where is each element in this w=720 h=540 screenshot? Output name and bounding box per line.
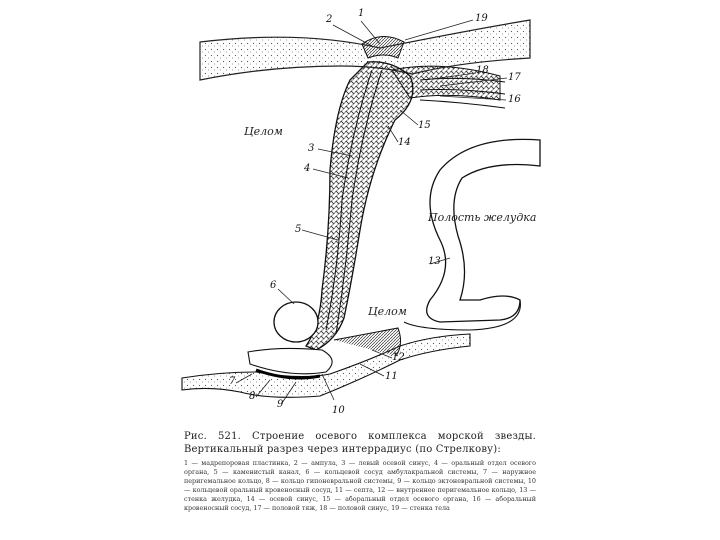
callout-16: 16 (508, 94, 521, 105)
ambulacral-ring-vessel (274, 302, 318, 342)
region-label-stomach-cavity: Полость желудка (428, 211, 537, 224)
stomach-wall (427, 139, 540, 322)
callout-3: 3 (308, 143, 315, 154)
callout-18: 18 (476, 65, 489, 76)
region-label-coelom-lower: Целом (368, 305, 407, 318)
callout-13: 13 (428, 256, 441, 267)
callout-9: 9 (277, 399, 284, 410)
figure-caption (184, 430, 536, 513)
madreporite-plate (362, 36, 404, 58)
callout-19: 19 (475, 13, 488, 24)
region-label-coelom-upper: Целом (244, 125, 283, 138)
caption-title: Рис. 521. Строение осевого комплекса морской звезды. Вертикальный разрез через интеррадиус (по Стрелкову): (184, 431, 536, 455)
callout-10: 10 (332, 405, 345, 416)
callout-15: 15 (418, 120, 431, 131)
callout-12: 12 (392, 352, 405, 363)
callout-5: 5 (295, 224, 302, 235)
callout-4: 4 (304, 163, 311, 174)
septum (334, 328, 401, 356)
callout-17: 17 (508, 72, 521, 83)
callout-8: 8 (249, 391, 256, 402)
callout-1: 1 (358, 8, 365, 19)
caption-legend: 1 — мадрепоровая пластинка, 2 — ампула, 3 — левый осевой синус, 4 — оральный отдел осевого органа, 5 — каменистый канал, 6 — кольцевой сосуд амбулакральной системы, 7 — наружное перигемальное кольцо, 8 — кольцо гипоневральной системы, 9 — кольцо эктоневральной системы, 10 — кольцевой оральный кровеносный сосуд, 11 — септа, 12 — внутреннее перигемальное кольцо, 13 — стенка желудка, 14 — осевой синус, 15 — аборальный отдел осевого органа, 16 — аборальный кровеносный сосуд, 17 — половой тяж, 18 — половой синус, 19 — стенка тела (184, 459, 536, 512)
callout-7: 7 (229, 376, 236, 387)
callout-14: 14 (398, 137, 411, 148)
callout-2: 2 (326, 14, 333, 25)
callout-11: 11 (385, 371, 398, 382)
callout-6: 6 (270, 280, 277, 291)
